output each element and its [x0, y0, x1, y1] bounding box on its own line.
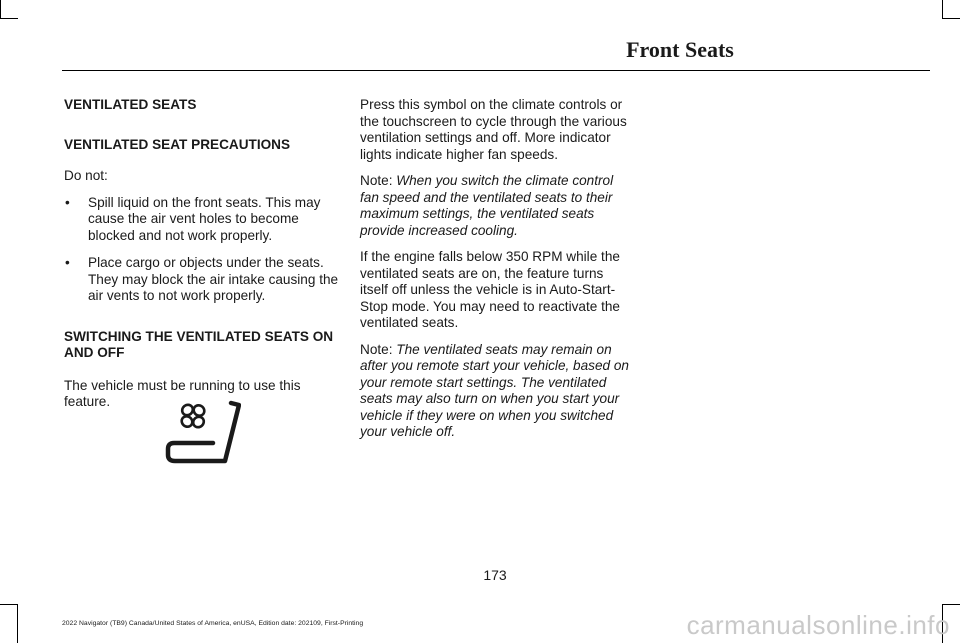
right-column — [360, 97, 635, 441]
crop-mark — [942, 604, 960, 605]
note-label: Note: — [360, 341, 393, 357]
list-item: • Spill liquid on the front seats. This may cause the air vent holes to become blocked and not work properly. — [64, 195, 339, 245]
crop-mark — [942, 18, 960, 19]
crop-mark — [17, 604, 18, 643]
note — [360, 342, 635, 441]
note-text: When you switch the climate control fan speed and the ventilated seats to their maximum settings, the ventilated seats provide increased cooling. — [360, 173, 614, 238]
body-text: Press this symbol on the climate controls or the touchscreen to cycle through the various ventilation settings and off. More indicator lights indicate higher fan speeds. — [360, 97, 627, 162]
crop-mark — [942, 0, 943, 18]
section-heading: VENTILATED SEATS — [64, 97, 197, 112]
page-title: Front Seats — [626, 37, 734, 62]
body-text: If the engine falls below 350 RPM while the ventilated seats are on, the feature turns itself off unless the vehicle is in Auto-Start-Stop mode. You may need to reactivate the ventilated seats. — [360, 249, 620, 330]
left-column — [64, 97, 339, 411]
ventilated-seat-icon — [165, 399, 241, 467]
page-number: 173 — [483, 567, 507, 583]
crop-mark — [0, 0, 1, 18]
subsection-heading: VENTILATED SEAT PRECAUTIONS — [64, 136, 291, 152]
list-item: • Place cargo or objects under the seats. They may block the air intake causing the air vents to not work properly. — [64, 255, 339, 305]
header-divider — [62, 70, 930, 71]
crop-mark — [0, 604, 18, 605]
do-not-text: Do not: — [64, 168, 108, 183]
watermark: carmanualsonline.info — [686, 610, 950, 640]
body-text: The vehicle must be running to use this feature. — [64, 377, 301, 409]
crop-mark — [0, 18, 18, 19]
note-label: Note: — [360, 173, 393, 188]
note-text: The ventilated seats may remain on after you remote start your vehicle, based on your remote start settings. The ventilated seats may also turn on when you start your vehicle if they were on when you switched your vehicle off. — [360, 341, 629, 439]
note — [360, 173, 635, 239]
precautions-list — [64, 195, 339, 305]
subsection-heading: SWITCHING THE VENTILATED SEATS ON AND OFF — [64, 328, 334, 360]
edition-footer: 2022 Navigator (TB9) Canada/United States of America, enUSA, Edition date: 202109, First-Printing — [62, 620, 364, 627]
